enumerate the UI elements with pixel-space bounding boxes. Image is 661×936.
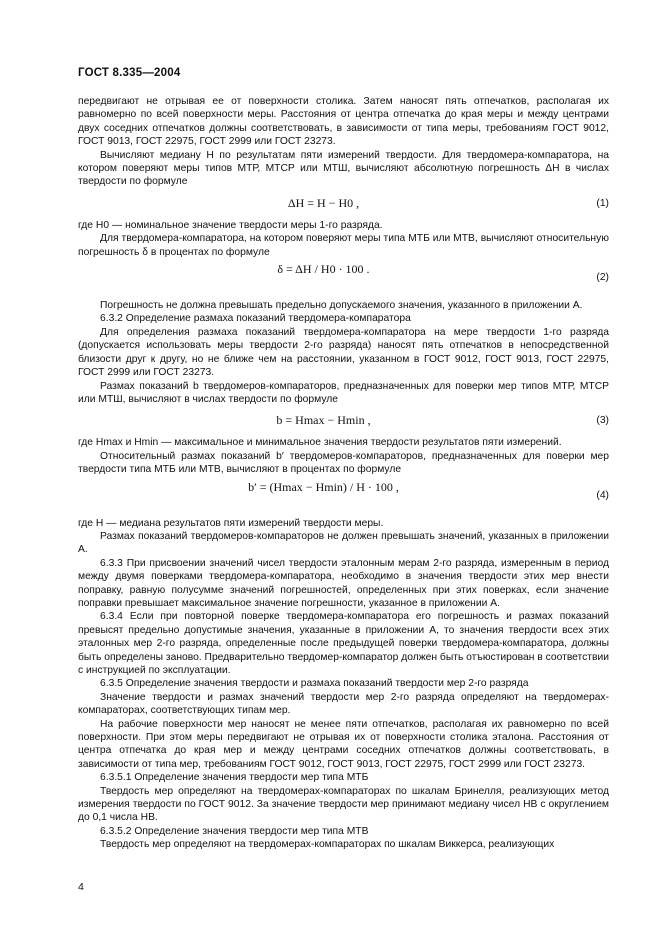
paragraph: На рабочие поверхности мер наносят не менее пяти отпечатков, располагая их равномерно по всей поверхности. При этом меры передвигают не отрывая их от поверхности столика эталона. Расстояния от центра отпечатка до края мер и между центрами соседних отпечатков должны соответствовать, в зависимости от типа мер, требованиям ГОСТ 9012, ГОСТ 9013, ГОСТ 22975, ГОСТ 2999 или ГОСТ 23273. [78,718,609,770]
formula-2-expression: δ = ΔH / H0 · 100 . [277,262,370,277]
section-heading-6-3-5-2: 6.3.5.2 Определение значения твердости мер типа МТВ [100,825,369,837]
formula-4 [78,477,609,517]
page-number: 4 [78,881,84,893]
formula-2 [78,259,609,299]
section-heading-6-3-2: 6.3.2 Определение размаха показаний твердомера-компаратора [100,313,411,325]
formula-2-number: (2) [596,272,609,284]
formula-3-number: (3) [596,415,609,427]
formula-3 [78,406,609,436]
paragraph: Размах показаний твердомеров-компараторов не должен превышать значений, указанных в приложении А. [78,530,609,556]
paragraph: Для твердомера-компаратора, на котором поверяют меры типа МТБ или МТВ, вычисляют относительную погрешность δ в процентах по формуле [78,233,609,258]
formula-1-number: (1) [596,197,609,209]
section-6-3-3: 6.3.3 При присвоении значений чисел твердости эталонным мерам 2-го разряда, измеренным в период между двумя поверками твердомера-компаратора, необходимо в значения твердости этих мер внести поправку, равную полусумме значений погрешностей, определенных при этих поверках, если значение поправки превышает максимальное значение погрешности, указанное в приложении А. [78,557,609,609]
paragraph: Относительный размах показаний b′ твердомеров-компараторов, предназначенных для поверки мер твердости типа МТБ или МТВ, вычисляют в процентах по формуле [78,450,609,476]
paragraph: Погрешность не должна превышать предельно допускаемого значения, указанного в приложении А. [100,300,583,312]
paragraph: Вычисляют медиану H по результатам пяти измерений твердости. Для твердомера-компаратора, на котором поверяют меры типов МТР, МТСР или МТШ, вычисляют абсолютную погрешность ΔH в числах твердости по формуле [78,149,609,188]
formula-1 [78,189,609,219]
section-heading-6-3-5-1: 6.3.5.1 Определение значения твердости мер типа МТБ [100,772,369,784]
paragraph: Значение твердости и размах значений твердости мер 2-го разряда определяют на твердомерах-компараторах, соответствующих типам мер. [78,691,609,717]
paragraph: Твердость мер определяют на твердомерах-компараторах по шкалам Виккерса, реализующих [100,839,555,851]
document-header: ГОСТ 8.335—2004 [78,67,181,79]
paragraph: Размах показаний b твердомеров-компараторов, предназначенных для поверки мер типов МТР, МТСР или МТШ, вычисляют в числах твердости по формуле [78,380,609,405]
paragraph: где H0 — номинальное значение твердости меры 1-го разряда. [78,219,383,231]
paragraph: передвигают не отрывая ее от поверхности столика. Затем наносят пять отпечатков, располагая их равномерно по всей поверхности меры. Расстояния от центра отпечатка до края меры и между центрами двух соседних отпечатков должны соответствовать, в зависимости от типа меры, требованиям ГОСТ 9012, ГОСТ 9013, ГОСТ 22975, ГОСТ 2999 или ГОСТ 23273. [78,96,609,148]
section-heading-6-3-5: 6.3.5 Определение значения твердости и размаха показаний твердости мер 2-го разряда [100,678,529,690]
formula-4-expression: b′ = (Hmax − Hmin) / H · 100 , [248,479,399,494]
document-body [78,95,609,852]
paragraph: где H — медиана результатов пяти измерений твердости меры. [78,517,384,529]
formula-3-expression: b = Hmax − Hmin , [276,413,371,428]
section-6-3-4: 6.3.4 Если при повторной поверке твердомера-компаратора его погрешность и размах показаний превысят предельно допустимые значения, указанные в приложении А, то значения твердости всех этих эталонных мер 2-го разряда, определенные после предыдущей поверки твердомера-компаратора, должны быть определены заново. Предварительно твердомер-компаратор должен быть отъюстирован в соответствии с инструкцией по эксплуатации. [78,611,609,676]
formula-4-number: (4) [596,489,609,501]
paragraph: где Hmax и Hmin — максимальное и минимальное значения твердости результатов пяти измерений. [78,437,562,449]
formula-1-expression: ΔH = H − H0 , [287,195,360,210]
paragraph: Твердость мер определяют на твердомерах-компараторах по шкалам Бринелля, реализующих метод измерения твердости по ГОСТ 9012. За значение твердости мер принимают медиану чисел НВ с округлением до 0,1 числа НВ. [78,785,609,824]
paragraph: Для определения размаха показаний твердомера-компаратора на мере твердости 1-го разряда (допускается использовать меры твердости 2-го разряда) наносят пять отпечатков в непосредственной близости друг к другу, но не ближе чем на расстоянии, указанном в ГОСТ 9012, ГОСТ 9013, ГОСТ 22975, ГОСТ 2999 или ГОСТ 23273. [78,326,609,379]
